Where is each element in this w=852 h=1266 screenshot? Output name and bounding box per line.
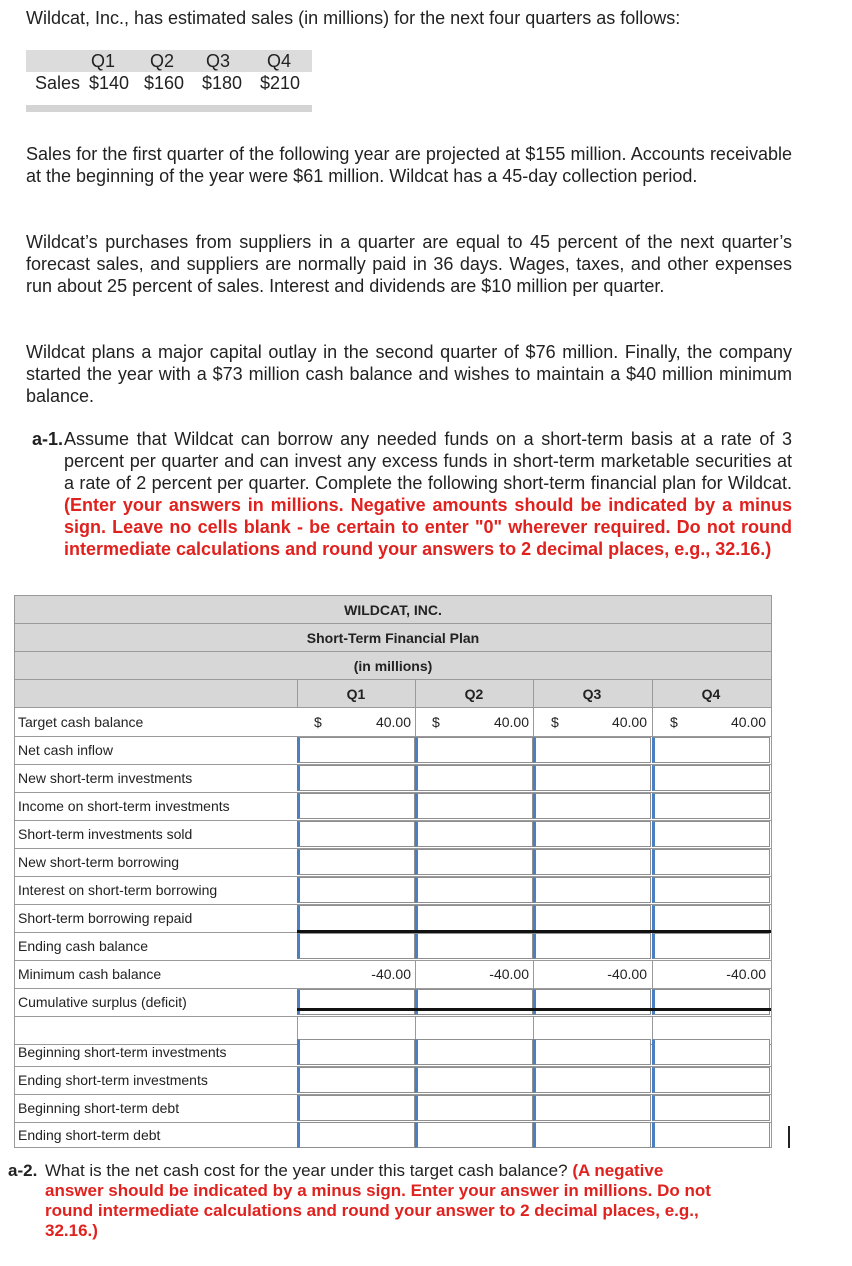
input-ending-st-debt-q4[interactable] <box>652 1122 770 1148</box>
cell-divider <box>652 708 653 736</box>
input-beginning-st-debt-q1[interactable] <box>297 1095 415 1121</box>
cell-divider <box>652 960 653 988</box>
input-ending-st-investments-q4[interactable] <box>652 1067 770 1093</box>
input-interest-st-borrowing-q2[interactable] <box>415 877 533 903</box>
row-label-beginning-st-debt: Beginning short-term debt <box>18 1100 180 1116</box>
sales-q1-header: Q1 <box>91 51 116 71</box>
input-interest-st-borrowing-q3[interactable] <box>533 877 651 903</box>
input-st-investments-sold-q3[interactable] <box>533 821 651 847</box>
input-net-cash-inflow-q4[interactable] <box>652 737 770 763</box>
cell-divider <box>533 960 534 988</box>
input-beginning-st-debt-q2[interactable] <box>415 1095 533 1121</box>
plan-q1-header: Q1 <box>346 686 366 702</box>
question-a2 <box>8 1161 720 1241</box>
input-cumulative-q3[interactable] <box>533 989 651 1015</box>
plan-q2-header: Q2 <box>464 686 484 702</box>
a2-instruction: (A negative answer should be indicated by a minus sign. Enter your answer in millions. Do not round intermediate calculations and round your answer to 2 decimal places, e.g., 32.16.) <box>45 1161 711 1240</box>
input-new-st-borrowing-q2[interactable] <box>415 849 533 875</box>
cell-divider <box>415 708 416 736</box>
input-ending-cash-q2[interactable] <box>415 933 533 959</box>
input-ending-st-investments-q3[interactable] <box>533 1067 651 1093</box>
input-st-borrowing-repaid-q3[interactable] <box>533 905 651 931</box>
intro-text: Wildcat, Inc., has estimated sales (in millions) for the next four quarters as follows: <box>26 8 681 28</box>
sales-table <box>26 50 312 112</box>
row-label-st-investments-sold: Short-term investments sold <box>18 826 193 842</box>
input-income-st-investments-q1[interactable] <box>297 793 415 819</box>
plan-title: WILDCAT, INC. <box>344 602 442 618</box>
question-a1 <box>26 428 792 560</box>
row-label-cumulative-surplus: Cumulative surplus (deficit) <box>18 994 187 1010</box>
input-ending-st-debt-q3[interactable] <box>533 1122 651 1148</box>
a2-text: What is the net cash cost for the year under this target cash balance? <box>45 1161 568 1180</box>
sales-q2-value: $160 <box>144 73 185 93</box>
input-ending-cash-q1[interactable] <box>297 933 415 959</box>
input-beginning-st-investments-q4[interactable] <box>652 1039 770 1065</box>
input-st-borrowing-repaid-q4[interactable] <box>652 905 770 931</box>
input-ending-cash-q3[interactable] <box>533 933 651 959</box>
input-st-investments-sold-q1[interactable] <box>297 821 415 847</box>
sales-q4-header: Q4 <box>267 51 292 71</box>
minimum-cash-q1: -40.00 <box>371 966 411 982</box>
a1-text: Assume that Wildcat can borrow any needed funds on a short-term basis at a rate of 3 percent per quarter and can invest any excess funds in short-term marketable securities at a rate of 2 percent per quarter. Complete the following short-term financial plan for Wildcat. <box>64 429 792 493</box>
row-label-interest-st-borrowing: Interest on short-term borrowing <box>18 882 218 898</box>
input-st-borrowing-repaid-q1[interactable] <box>297 905 415 931</box>
plan-units: (in millions) <box>353 658 433 674</box>
input-new-st-investments-q3[interactable] <box>533 765 651 791</box>
minimum-cash-q3: -40.00 <box>607 966 647 982</box>
input-new-st-investments-q1[interactable] <box>297 765 415 791</box>
row-label-target-cash: Target cash balance <box>18 714 144 730</box>
minimum-cash-q4: -40.00 <box>726 966 766 982</box>
input-beginning-st-debt-q4[interactable] <box>652 1095 770 1121</box>
row-label-new-st-borrowing: New short-term borrowing <box>18 854 180 870</box>
input-new-st-investments-q2[interactable] <box>415 765 533 791</box>
target-cash-q3: 40.00 <box>611 714 647 730</box>
input-interest-st-borrowing-q4[interactable] <box>652 877 770 903</box>
currency-symbol: $ <box>314 714 322 730</box>
a2-label: a-2. <box>8 1161 38 1180</box>
sales-q4-value: $210 <box>260 73 301 93</box>
row-label-st-borrowing-repaid: Short-term borrowing repaid <box>18 910 193 926</box>
input-ending-st-debt-q1[interactable] <box>297 1122 415 1148</box>
plan-q4-header: Q4 <box>701 686 721 702</box>
input-ending-st-investments-q1[interactable] <box>297 1067 415 1093</box>
input-beginning-st-investments-q1[interactable] <box>297 1039 415 1065</box>
row-label-ending-cash: Ending cash balance <box>18 938 148 954</box>
a1-label: a-1. <box>32 429 64 449</box>
row-label-income-st-investments: Income on short-term investments <box>18 798 230 814</box>
input-st-investments-sold-q2[interactable] <box>415 821 533 847</box>
input-new-st-investments-q4[interactable] <box>652 765 770 791</box>
input-ending-st-investments-q2[interactable] <box>415 1067 533 1093</box>
row-label-minimum-cash: Minimum cash balance <box>18 966 162 982</box>
cell-divider <box>533 708 534 736</box>
input-st-borrowing-repaid-q2[interactable] <box>415 905 533 931</box>
input-beginning-st-investments-q2[interactable] <box>415 1039 533 1065</box>
input-cumulative-q2[interactable] <box>415 989 533 1015</box>
target-cash-q4: 40.00 <box>730 714 766 730</box>
sales-q1-value: $140 <box>89 73 130 93</box>
row-label-new-st-investments: New short-term investments <box>18 770 193 786</box>
input-income-st-investments-q4[interactable] <box>652 793 770 819</box>
paragraph-purchases: Wildcat’s purchases from suppliers in a quarter are equal to 45 percent of the next quarter’s forecast sales, and suppliers are normally paid in 36 days. Wages, taxes, and other expenses run about 25 percent of sales. Interest and dividends are $10 million per quarter. <box>26 232 792 296</box>
currency-symbol: $ <box>670 714 678 730</box>
input-interest-st-borrowing-q1[interactable] <box>297 877 415 903</box>
sales-row-label: Sales <box>35 73 81 93</box>
input-net-cash-inflow-q3[interactable] <box>533 737 651 763</box>
input-income-st-investments-q2[interactable] <box>415 793 533 819</box>
row-label-net-cash-inflow: Net cash inflow <box>18 742 113 758</box>
row-label-ending-st-investments: Ending short-term investments <box>18 1072 208 1088</box>
paragraph-capital: Wildcat plans a major capital outlay in the second quarter of $76 million. Finally, the company started the year with a $73 million cash balance and wishes to maintain a $40 million minimum balance. <box>26 342 792 406</box>
input-st-investments-sold-q4[interactable] <box>652 821 770 847</box>
a1-instruction: (Enter your answers in millions. Negative amounts should be indicated by a minus sign. Leave no cells blank - be certain to enter "0" wherever required. Do not round intermediate calculations and round your answers to 2 decimal places, e.g., 32.16.) <box>64 495 792 559</box>
input-beginning-st-investments-q3[interactable] <box>533 1039 651 1065</box>
input-net-cash-inflow-q2[interactable] <box>415 737 533 763</box>
row-line <box>15 1016 771 1017</box>
input-net-cash-inflow-q1[interactable] <box>297 737 415 763</box>
input-cumulative-q1[interactable] <box>297 989 415 1015</box>
input-cumulative-q4[interactable] <box>652 989 770 1015</box>
currency-symbol: $ <box>432 714 440 730</box>
financial-plan-table <box>14 595 772 1148</box>
cell-divider <box>415 960 416 988</box>
input-new-st-borrowing-q4[interactable] <box>652 849 770 875</box>
minimum-cash-q2: -40.00 <box>489 966 529 982</box>
input-new-st-borrowing-q3[interactable] <box>533 849 651 875</box>
cumulative-bottom-rule <box>297 1008 771 1011</box>
sales-q2-header: Q2 <box>150 51 175 71</box>
target-cash-q1: 40.00 <box>375 714 411 730</box>
paragraph-sales: Sales for the first quarter of the following year are projected at $155 million. Accounts receivable at the beginning of the year were $61 million. Wildcat has a 45-day collection period. <box>26 144 792 186</box>
input-ending-cash-q4[interactable] <box>652 933 770 959</box>
input-beginning-st-debt-q3[interactable] <box>533 1095 651 1121</box>
target-cash-q2: 40.00 <box>493 714 529 730</box>
plan-subtitle: Short-Term Financial Plan <box>306 630 480 646</box>
input-ending-st-debt-q2[interactable] <box>415 1122 533 1148</box>
row-label-ending-st-debt: Ending short-term debt <box>18 1127 161 1143</box>
input-income-st-investments-q3[interactable] <box>533 793 651 819</box>
currency-symbol: $ <box>551 714 559 730</box>
input-new-st-borrowing-q1[interactable] <box>297 849 415 875</box>
sales-table-bottom-bar <box>26 105 312 112</box>
sales-q3-header: Q3 <box>206 51 231 71</box>
row-label-beginning-st-investments: Beginning short-term investments <box>18 1044 227 1060</box>
text-cursor <box>788 1126 790 1148</box>
plan-q3-header: Q3 <box>582 686 602 702</box>
sales-q3-value: $180 <box>202 73 243 93</box>
